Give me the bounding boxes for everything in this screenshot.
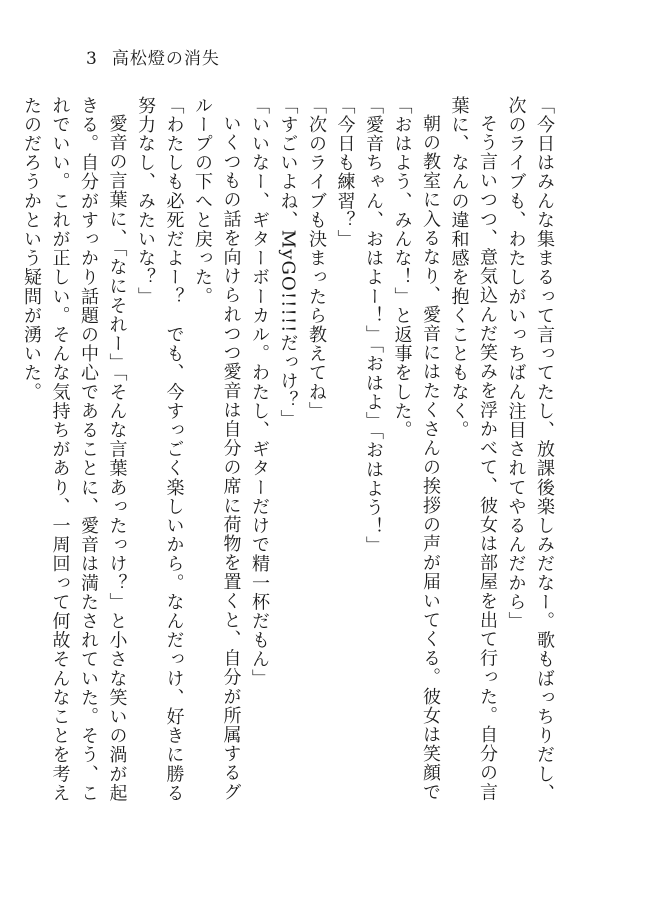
- paragraph-narration-doubt: 愛音の言葉に、「なにそれー」「そんな言葉あったっけ？」と小さな笑いの渦が起きる。自分がすっかり話題の中心であることに、愛音は満たされていた。そう、これでいい。これが正しい。そんな気持ちがあり、一周回って何故そんなことを考えたのだろうかという疑問が湧いた。: [21, 96, 128, 803]
- chapter-number: 3: [86, 49, 98, 69]
- paragraph-narration-seat: いくつもの話を向けられつつ愛音は自分の席に荷物を置くと、自分が所属するグループの下へと戻った。: [192, 96, 242, 802]
- paragraph-dialogue-greetings: 「愛音ちゃん、おはよー！」「おはよ」「おはよう！」: [363, 96, 384, 556]
- paragraph-dialogue-guitar-vocal: 「いいなー、ギターボーカル。わたし、ギターだけで精一杯だもん」: [249, 96, 270, 689]
- page-header: [86, 44, 220, 69]
- paragraph-dialogue-desperate: 「わたしも必死だよー？ でも、今すっごく楽しいから。なんだっけ、好きに勝る努力なし、みたいな？」: [135, 96, 185, 803]
- paragraph-dialogue-mygo: 「すごいよね、MyGO!!!!!だっけ？」: [277, 96, 299, 430]
- vertical-body-text: [17, 96, 559, 816]
- paragraph-dialogue-next-live: 「次のライブも決まったら教えてね」: [306, 96, 327, 421]
- paragraph-narration-classroom: 朝の教室に入るなり、愛音にはたくさんの挨拶の声が届いてくる。彼女は笑顔で「おはよう、みんな！」と返事をした。: [391, 96, 441, 802]
- paragraph-narration-leaving: そう言いつつ、意気込んだ笑みを浮かべて、彼女は部屋を出て行った。自分の言葉に、なんの違和感を抱くこともなく。: [448, 96, 498, 802]
- paragraph-dialogue-anon-plan: 「今日はみんな集まるって言ってたし、放課後楽しみだなー。歌もばっちりだし、次のライブも、わたしがいっちばん注目されてやるんだから」: [505, 96, 555, 803]
- paragraph-dialogue-practice: 「今日も練習？」: [334, 96, 356, 249]
- chapter-title: 高松燈の消失: [111, 49, 220, 69]
